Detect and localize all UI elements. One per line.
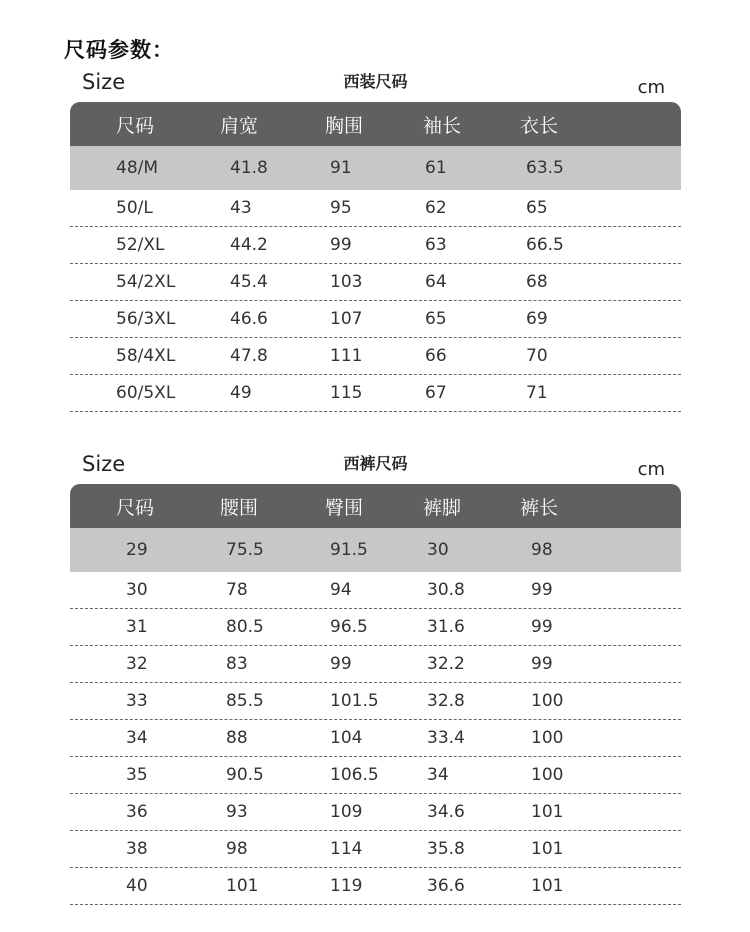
table-cell: 119: [330, 876, 363, 896]
suit-table-body: [70, 146, 681, 412]
table-cell: 115: [330, 383, 363, 403]
table-cell: 33.4: [427, 728, 465, 748]
table-cell: 58/4XL: [116, 346, 176, 366]
table-cell: 60/5XL: [116, 383, 176, 403]
table-cell: 30.8: [427, 580, 465, 600]
table-cell: 93: [226, 802, 248, 822]
table-cell: 109: [330, 802, 363, 822]
table-cell: 95: [330, 198, 352, 218]
column-header: 尺码: [116, 496, 155, 519]
table-cell: 69: [526, 309, 548, 329]
column-header: 腰围: [220, 496, 259, 519]
table-cell: 114: [330, 839, 363, 859]
table-cell: 36.6: [427, 876, 465, 896]
table-cell: 90.5: [226, 765, 264, 785]
table-cell: 111: [330, 346, 363, 366]
table-cell: 32.2: [427, 654, 465, 674]
table-cell: 34: [126, 728, 148, 748]
table-row: [70, 528, 681, 572]
table-cell: 63: [425, 235, 447, 255]
table-cell: 35.8: [427, 839, 465, 859]
table-cell: 67: [425, 383, 447, 403]
table-cell: 101.5: [330, 691, 379, 711]
pants-table-title: 西裤尺码: [343, 454, 408, 473]
table-cell: 41.8: [230, 158, 268, 178]
table-cell: 32: [126, 654, 148, 674]
table-cell: 100: [531, 728, 564, 748]
table-cell: 80.5: [226, 617, 264, 637]
table-cell: 99: [531, 580, 553, 600]
pants-table-body: [70, 528, 681, 905]
table-cell: 101: [531, 802, 564, 822]
table-row: [70, 301, 681, 338]
table-cell: 63.5: [526, 158, 564, 178]
table-cell: 101: [226, 876, 259, 896]
table-cell: 56/3XL: [116, 309, 176, 329]
table-cell: 50/L: [116, 198, 153, 218]
column-header: 臀围: [325, 496, 364, 519]
table-row: [70, 646, 681, 683]
suit-section-header: [70, 62, 681, 102]
column-header: 胸围: [325, 114, 364, 137]
table-cell: 104: [330, 728, 363, 748]
table-cell: 33: [126, 691, 148, 711]
table-cell: 61: [425, 158, 447, 178]
table-cell: 68: [526, 272, 548, 292]
table-cell: 99: [531, 654, 553, 674]
table-cell: 31: [126, 617, 148, 637]
suit-table-title: 西装尺码: [343, 72, 408, 91]
table-cell: 35: [126, 765, 148, 785]
table-cell: 34: [427, 765, 449, 785]
table-row: [70, 375, 681, 412]
table-cell: 78: [226, 580, 248, 600]
table-row: [70, 264, 681, 301]
table-cell: 101: [531, 839, 564, 859]
table-cell: 66: [425, 346, 447, 366]
table-cell: 99: [330, 654, 352, 674]
table-row: [70, 227, 681, 264]
table-cell: 106.5: [330, 765, 379, 785]
table-row: [70, 572, 681, 609]
table-row: [70, 190, 681, 227]
table-cell: 99: [330, 235, 352, 255]
page-heading: 尺码参数：: [64, 38, 174, 62]
table-cell: 83: [226, 654, 248, 674]
table-row: [70, 338, 681, 375]
table-cell: 65: [425, 309, 447, 329]
size-label: Size: [82, 452, 126, 476]
table-cell: 94: [330, 580, 352, 600]
pants-section-header: [70, 444, 681, 484]
table-cell: 75.5: [226, 540, 264, 560]
column-header: 衣长: [520, 114, 559, 137]
table-cell: 48/M: [116, 158, 159, 178]
table-cell: 98: [226, 839, 248, 859]
column-header: 肩宽: [220, 114, 259, 137]
table-cell: 100: [531, 765, 564, 785]
table-cell: 66.5: [526, 235, 564, 255]
table-cell: 38: [126, 839, 148, 859]
pants-table-header: [70, 484, 681, 528]
table-cell: 32.8: [427, 691, 465, 711]
table-cell: 91.5: [330, 540, 368, 560]
unit-label: cm: [637, 77, 665, 98]
table-cell: 98: [531, 540, 553, 560]
table-cell: 85.5: [226, 691, 264, 711]
table-cell: 64: [425, 272, 447, 292]
table-cell: 99: [531, 617, 553, 637]
table-row: [70, 609, 681, 646]
table-cell: 52/XL: [116, 235, 165, 255]
pants-size-section: [70, 444, 681, 905]
table-cell: 44.2: [230, 235, 268, 255]
table-cell: 103: [330, 272, 363, 292]
table-cell: 62: [425, 198, 447, 218]
suit-table-header: [70, 102, 681, 146]
table-cell: 45.4: [230, 272, 268, 292]
table-cell: 101: [531, 876, 564, 896]
table-cell: 49: [230, 383, 252, 403]
table-row: [70, 794, 681, 831]
size-label: Size: [82, 70, 126, 94]
table-cell: 71: [526, 383, 548, 403]
table-cell: 43: [230, 198, 252, 218]
table-cell: 100: [531, 691, 564, 711]
column-header: 裤长: [520, 496, 559, 519]
table-cell: 96.5: [330, 617, 368, 637]
table-row: [70, 868, 681, 905]
table-row: [70, 683, 681, 720]
table-cell: 30: [427, 540, 449, 560]
table-cell: 46.6: [230, 309, 268, 329]
table-cell: 70: [526, 346, 548, 366]
column-header: 袖长: [423, 114, 462, 137]
table-cell: 29: [126, 540, 148, 560]
column-header: 裤脚: [423, 496, 462, 519]
table-cell: 47.8: [230, 346, 268, 366]
table-row: [70, 146, 681, 190]
table-cell: 30: [126, 580, 148, 600]
table-cell: 107: [330, 309, 363, 329]
table-cell: 91: [330, 158, 352, 178]
table-cell: 88: [226, 728, 248, 748]
table-cell: 31.6: [427, 617, 465, 637]
unit-label: cm: [637, 459, 665, 480]
table-cell: 34.6: [427, 802, 465, 822]
table-row: [70, 720, 681, 757]
table-cell: 36: [126, 802, 148, 822]
table-row: [70, 831, 681, 868]
table-row: [70, 757, 681, 794]
table-cell: 40: [126, 876, 148, 896]
column-header: 尺码: [116, 114, 155, 137]
table-cell: 65: [526, 198, 548, 218]
table-cell: 54/2XL: [116, 272, 176, 292]
suit-size-section: [70, 62, 681, 412]
